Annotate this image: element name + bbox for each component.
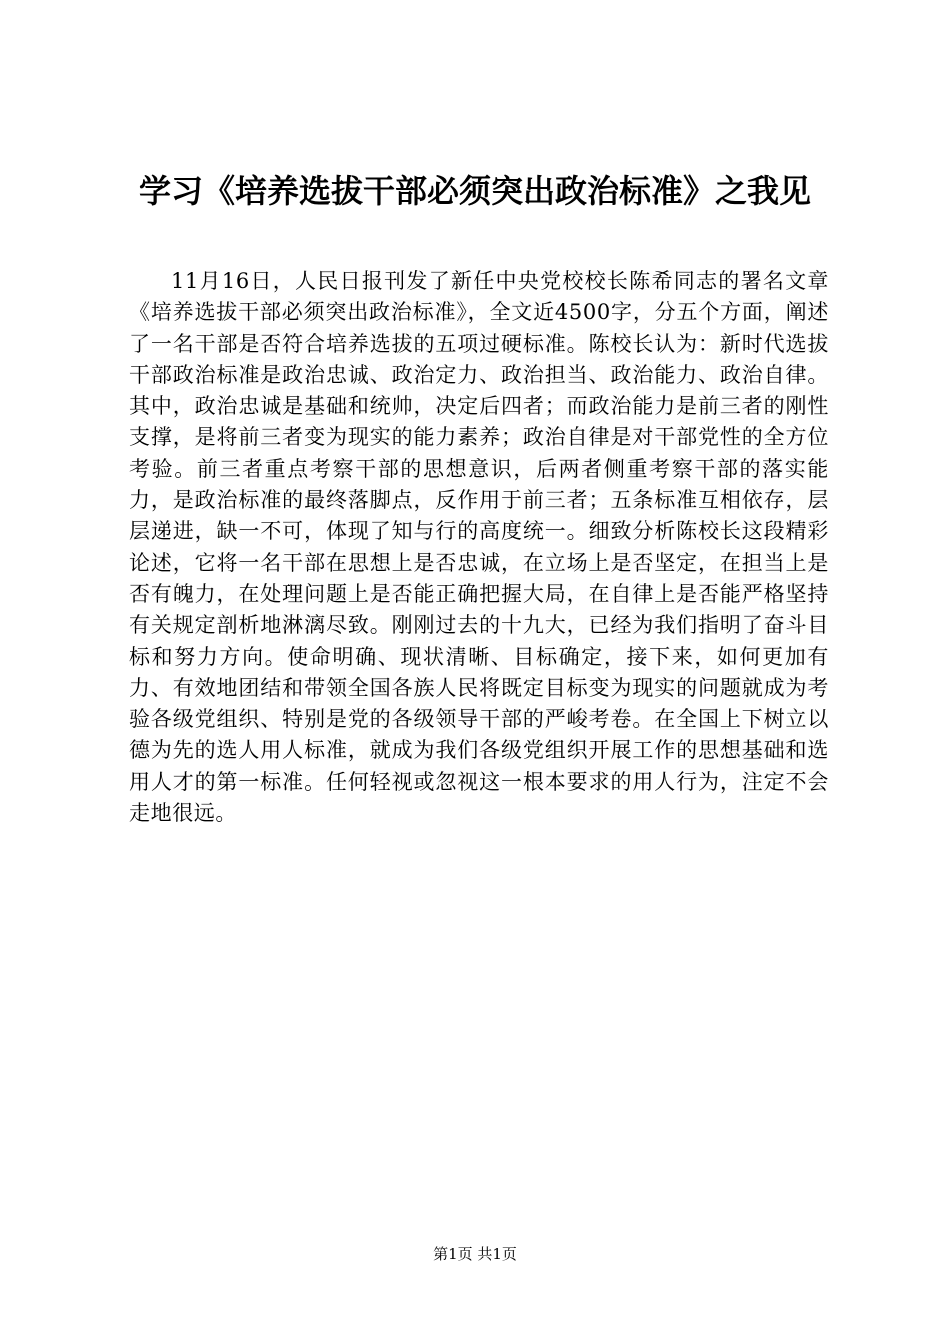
document-body-paragraph: 11月16日，人民日报刊发了新任中央党校校长陈希同志的署名文章《培养选拔干部必须突出政治标准》，全文近4500字，分五个方面，阐述了一名干部是否符合培养选拔的五项过硬标准。陈校长认为：新时代选拔干部政治标准是政治忠诚、政治定力、政治担当、政治能力、政治自律。其中，政治忠诚是基础和统帅，决定后四者；而政治能力是前三者的刚性支撑，是将前三者变为现实的能力素养；政治自律是对干部党性的全方位考验。前三者重点考察干部的思想意识，后两者侧重考察干部的落实能力，是政治标准的最终落脚点，反作用于前三者；五条标准互相依存，层层递进，缺一不可，体现了知与行的高度统一。细致分析陈校长这段精彩论述，它将一名干部在思想上是否忠诚，在立场上是否坚定，在担当上是否有魄力，在处理问题上是否能正确把握大局，在自律上是否能严格坚持有关规定剖析地淋漓尽致。刚刚过去的十九大，已经为我们指明了奋斗目标和努力方向。使命明确、现状清晰、目标确定，接下来，如何更加有力、有效地团结和带领全国各族人民将既定目标变为现实的问题就成为考验各级党组织、特别是党的各级领导干部的严峻考卷。在全国上下树立以德为先的选人用人标准，就成为我们各级党组织开展工作的思想基础和选用人才的第一标准。任何轻视或忽视这一根本要求的用人行为，注定不会走地很远。 xyxy=(129,269,829,826)
document-title: 学习《培养选拔干部必须突出政治标准》之我见 xyxy=(138,172,811,210)
page-number-footer: 第1页 共1页 xyxy=(433,1245,517,1263)
